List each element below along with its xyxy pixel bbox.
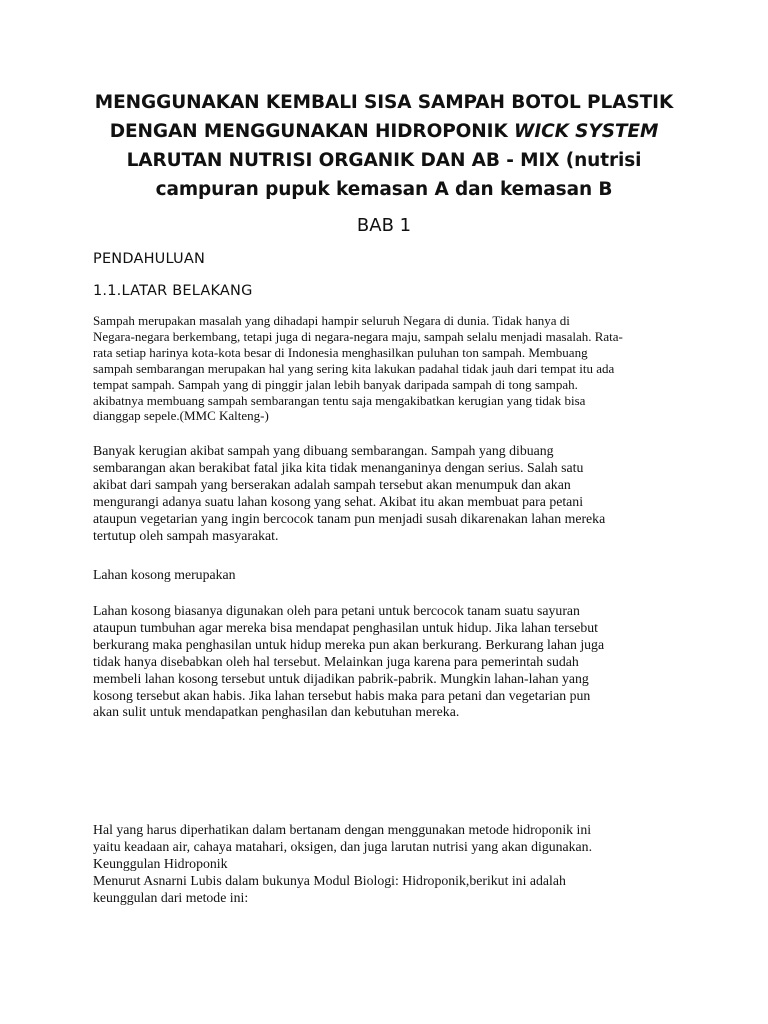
text-line: yaitu keadaan air, cahaya matahari, oksigen, dan juga larutan nutrisi yang akan digunakan. — [93, 838, 593, 854]
paragraph-lahan-kosong — [93, 603, 678, 721]
text-line: tidak hanya disebabkan oleh hal tersebut. Melainkan juga karena para pemerintah sudah — [93, 653, 579, 669]
title-line-2-italic: WICK SYSTEM — [514, 121, 659, 142]
text-line: Menurut Asnarni Lubis dalam bukunya Modul Biologi: Hidroponik,berikut ini adalah — [93, 872, 566, 888]
text-line: ataupun tumbuhan agar mereka bisa mendapat penghasilan untuk hidup. Jika lahan tersebut — [93, 619, 598, 635]
text-line: akibat dari sampah yang berserakan adalah sampah tersebut akan menumpuk dan akan — [93, 476, 571, 492]
text-line: membeli lahan kosong tersebut untuk dijadikan pabrik-pabrik. Mungkin lahan-lahan yang — [93, 670, 589, 686]
paragraph-sampah — [93, 313, 678, 424]
text-line: berkurang maka penghasilan untuk hidup mereka pun akan berkurang. Berkurang lahan juga — [93, 636, 605, 652]
text-line: Keunggulan Hidroponik — [93, 855, 228, 871]
section-heading-pendahuluan: PENDAHULUAN — [93, 251, 206, 267]
title-line-2 — [60, 117, 708, 146]
document-title — [60, 88, 708, 204]
text-line: sembarangan akan berakibat fatal jika kita tidak menanganinya dengan serius. Salah satu — [93, 459, 584, 475]
text-line: sampah sembarangan merupakan hal yang sering kita lakukan padahal tidak jauh dari tempat itu ada — [93, 360, 615, 376]
text-line: akibatnya membuang sampah sembarangan tentu saja mengakibatkan kerugian yang tidak bisa — [93, 392, 586, 408]
title-line-3: LARUTAN NUTRISI ORGANIK DAN AB - MIX (nutrisi — [126, 150, 642, 171]
paragraph-lahan-kosong-intro — [93, 567, 678, 584]
text-line: akan sulit untuk mendapatkan penghasilan dan kebutuhan mereka. — [93, 704, 460, 720]
text-line: tempat sampah. Sampah yang di pinggir jalan lebih banyak daripada sampah di tong sampah. — [93, 376, 578, 392]
text-line: Lahan kosong merupakan — [93, 567, 236, 582]
paragraph-hidroponik — [93, 822, 678, 907]
chapter-heading: BAB 1 — [356, 215, 412, 236]
text-line: Lahan kosong biasanya digunakan oleh para petani untuk bercocok tanam suatu sayuran — [93, 603, 580, 618]
paragraph-kerugian — [93, 443, 678, 544]
text-line: mengurangi adanya suatu lahan kosong yang sehat. Akibat itu akan membuat para petani — [93, 493, 584, 509]
text-line: Hal yang harus diperhatikan dalam bertanam dengan menggunakan metode hidroponik ini — [93, 822, 592, 837]
text-line: Sampah merupakan masalah yang dihadapi hampir seluruh Negara di dunia. Tidak hanya di — [93, 313, 570, 328]
text-line: tertutup oleh sampah masyarakat. — [93, 527, 279, 543]
text-line: dianggap sepele.(MMC Kalteng-) — [93, 408, 269, 424]
text-line: kosong tersebut akan habis. Jika lahan tersebut habis maka para petani dan vegetarian pun — [93, 687, 591, 703]
title-line-4: campuran pupuk kemasan A dan kemasan B — [155, 179, 613, 200]
section-heading-latar-belakang: 1.1.LATAR BELAKANG — [93, 283, 253, 299]
text-line: keunggulan dari metode ini: — [93, 889, 249, 905]
text-line: Banyak kerugian akibat sampah yang dibuang sembarangan. Sampah yang dibuang — [93, 443, 554, 458]
title-line-1: MENGGUNAKAN KEMBALI SISA SAMPAH BOTOL PLASTIK — [94, 92, 674, 113]
text-line: rata setiap harinya kota-kota besar di Indonesia menghasilkan puluhan ton sampah. Membuang — [93, 344, 588, 360]
title-line-2-text: DENGAN MENGGUNAKAN HIDROPONIK — [109, 121, 515, 142]
text-line: ataupun vegetarian yang ingin bercocok tanam pun menjadi susah dikarenakan lahan mereka — [93, 510, 606, 526]
text-line: Negara-negara berkembang, tetapi juga di negara-negara maju, sampah selalu menjadi masalah. Rata- — [93, 328, 623, 344]
